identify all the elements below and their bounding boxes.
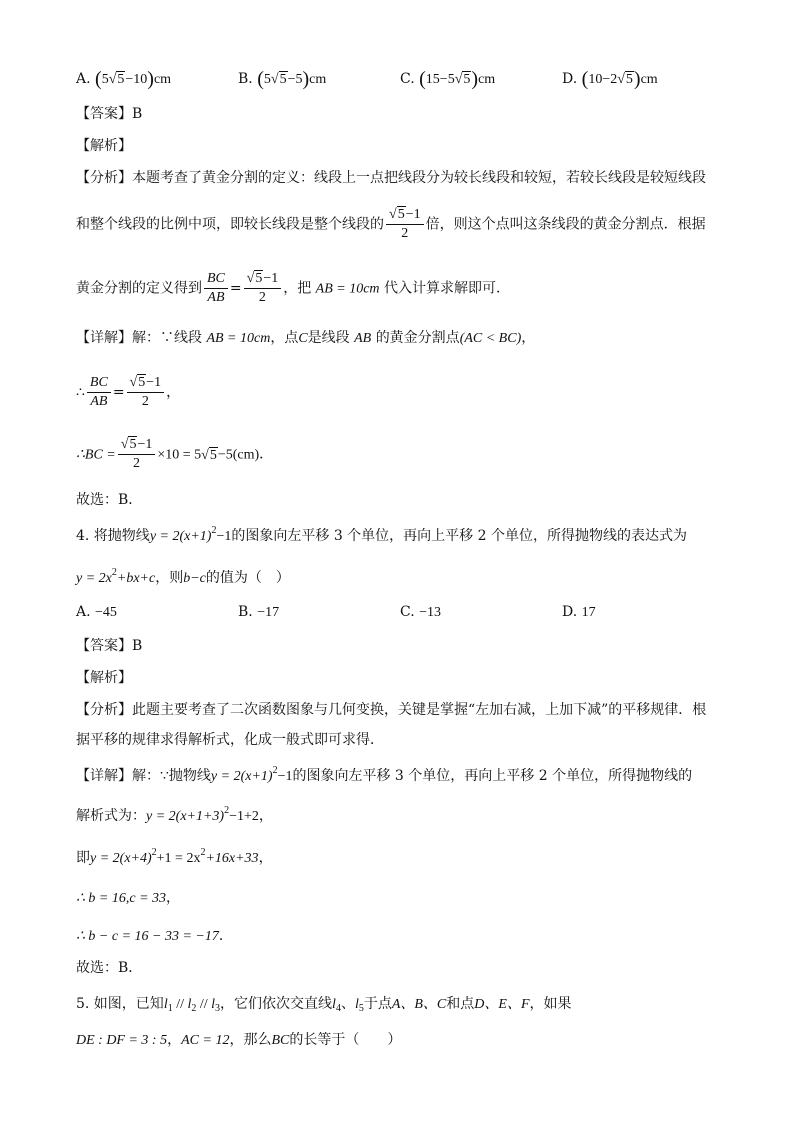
q4-stem-line2: $y = 2x^2+bx+c$，则b−c的值为（ ） xyxy=(76,567,290,586)
q4-xiangjie-line5: ∴ b − c = 16 − 33 = −17． xyxy=(76,928,233,944)
q4-stem-line1: 4. 将抛物线$y = 2(x+1)^2-1$的图象向左平移 3 个单位，再向上平移 2 个单位，所得抛物线的表达式为 xyxy=(76,525,687,544)
q3-fenxi-line2: 和整个线段的比例中项，即较长线段是整个线段的 $\frac{√5-1}{2}$ 倍，则这个点叫这条线段的黄金分割点．根据 xyxy=(76,207,706,241)
option-b: B. (5√5−5)cm xyxy=(238,68,327,90)
bc-ab-fraction: $\frac{BC}{AB}$ xyxy=(204,270,228,307)
q3-choose: 故选：B． xyxy=(76,492,143,508)
q3-step2: ∴BC = $\frac{√5-1}{2}$ ×10 = 5√5−5(cm)． xyxy=(76,437,274,471)
q3-fenxi-line3: 黄金分割的定义得到 $\frac{BC}{AB}$ = $\frac{√5-1}{2}$ ，把 AB = 10cm 代入计算求解即可． xyxy=(76,271,510,305)
q3-fenxi-line1: 【分析】本题考查了黄金分割的定义：线段上一点把线段分为较长线段和较短，若较长线段是较短线段 xyxy=(76,170,706,186)
q4-option-b: B. −17 xyxy=(238,604,280,620)
q3-answer: 【答案】B xyxy=(76,106,143,122)
q3-analysis-tag: 【解析】 xyxy=(76,138,132,154)
q4-option-a: A. −45 xyxy=(76,604,117,620)
golden-ratio-fraction: $\frac{√5-1}{2}$ xyxy=(386,206,424,243)
q4-xiangjie-line1: 【详解】解：∵抛物线$y = 2(x+1)^2-1$的图象向左平移 3 个单位，再向上平移 2 个单位，所得抛物线的 xyxy=(76,765,693,784)
q4-analysis-tag: 【解析】 xyxy=(76,670,132,686)
q3-step1: ∴ $\frac{BC}{AB}$ = $\frac{√5-1}{2}$ ， xyxy=(76,375,181,409)
option-c: C. (15−5√5)cm xyxy=(400,68,496,90)
q4-option-d: D. 17 xyxy=(562,604,596,620)
q4-answer: 【答案】B xyxy=(76,638,143,654)
option-a: A. (5√5−10)cm xyxy=(76,68,172,90)
q4-fenxi-line2: 据平移的规律求得解析式，化成一般式即可求得． xyxy=(76,732,384,748)
q4-xiangjie-line2: 解析式为：$y = 2(x+1+3)^2-1+2$， xyxy=(76,805,273,824)
q4-xiangjie-line4: ∴ b = 16,c = 33， xyxy=(76,890,181,906)
q4-xiangjie-line3: 即$y = 2(x+4)^2+1 = 2x^2+16x+33$， xyxy=(76,847,273,866)
q5-stem-line2: DE : DF = 3 : 5，AC = 12，那么BC的长等于（ ） xyxy=(76,1032,402,1048)
q4-option-c: C. −13 xyxy=(400,604,442,620)
golden-ratio-fraction: $\frac{√5-1}{2}$ xyxy=(244,270,282,307)
q3-xiangjie-line1: 【详解】解：∵线段 AB = 10cm，点C是线段 AB 的黄金分割点(AC < BC)， xyxy=(76,330,536,346)
q4-fenxi-line1: 【分析】此题主要考查了二次函数图象与几何变换，关键是掌握“左加右减，上加下减”的平移规律．根 xyxy=(76,702,707,718)
q4-choose: 故选：B． xyxy=(76,960,143,976)
option-d: D. (10−2√5)cm xyxy=(562,68,658,90)
q5-stem-line1: 5. 如图，已知$l_1 // l_2 // l_3$，它们依次交直线$l_4$、$l_5$于点A、B、C和点D、E、F，如果 xyxy=(76,996,572,1014)
